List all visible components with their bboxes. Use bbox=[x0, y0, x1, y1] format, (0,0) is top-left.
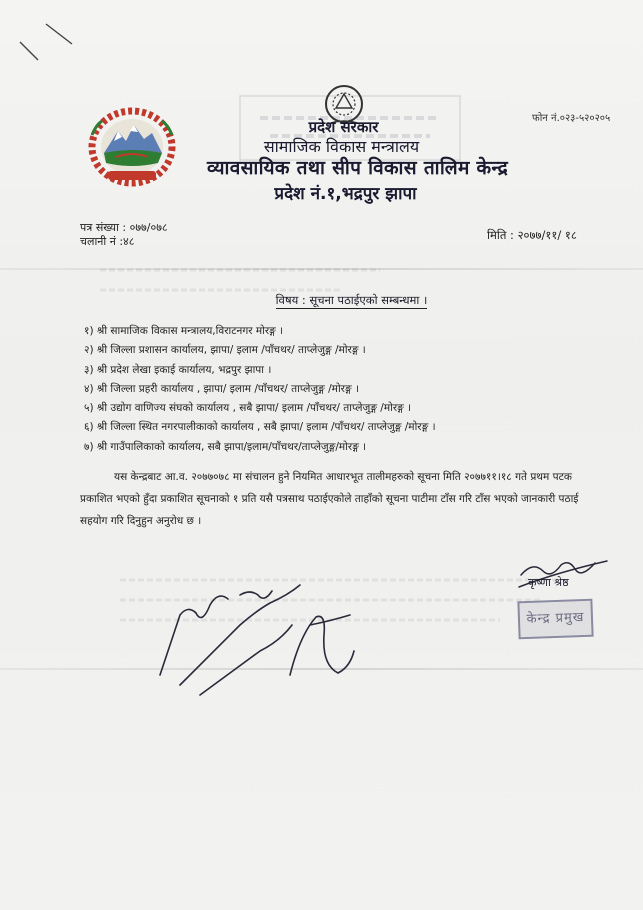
recipient-item: ७) श्री गाउँपालिकाको कार्यालय, सबै झापा/इलाम/पाँचथर/ताप्लेजुङ्ग/मोरङ्ग । bbox=[84, 440, 367, 453]
dispatch-number: चलानी नं :४८ bbox=[80, 235, 135, 248]
header-government: प्रदेश सरकार bbox=[308, 118, 379, 136]
officer-name: कृष्णा श्रेष्ठ bbox=[528, 576, 569, 589]
header-ministry: सामाजिक विकास मन्त्रालय bbox=[263, 137, 420, 156]
handwritten-note-icon bbox=[140, 555, 400, 715]
recipient-item: १) श्री सामाजिक विकास मन्त्रालय,विराटनगर मोरङ्ग । bbox=[84, 325, 284, 337]
recipient-item: ४) श्री जिल्ला प्रहरी कार्यालय , झापा/ इलाम /पाँचथर/ ताप्लेजुङ्ग /मोरङ्ग । bbox=[84, 382, 359, 395]
officer-designation-stamp: केन्द्र प्रमुख bbox=[517, 599, 593, 640]
recipient-list bbox=[84, 322, 436, 457]
recipient-item: २) श्री जिल्ला प्रशासन कार्यालय, झापा/ इलाम /पाँचथर/ ताप्लेजुङ्ग /मोरङ्ग । bbox=[84, 344, 366, 357]
pen-mark-icon bbox=[18, 22, 78, 62]
letter-body: यस केन्द्रबाट आ.व. २०७७०७८ मा संचालन हुने नियमित आधारभूत तालीमहरुको सूचना मिति २०७७११।१८ गते प्रथम पटक प्रकाशित भएको हुँदा प्रकाशित सूचनाको १ प्रति यसै पत्रसाथ पठाईएकोले ताहाँको सूचना पाटीमा टाँस गरि टाँस भएको जानकारी पठाई सहयोग गरि दिनुहुन अनुरोध छ । bbox=[80, 471, 579, 527]
header-address: प्रदेश नं.१,भद्रपुर झापा bbox=[274, 184, 417, 204]
subject-line bbox=[0, 293, 643, 308]
recipient-item: ३) श्री प्रदेश लेखा इकाई कार्यालय, भद्रपुर झापा । bbox=[84, 363, 272, 376]
subject-text: विषय : सूचना पठाईएको सम्बन्धमा । bbox=[275, 293, 428, 307]
recipient-item: ५) श्री उद्योग वाणिज्य संघको कार्यालय , सबै झापा/ इलाम /पाँचथर/ ताप्लेजुङ्ग /मोरङ्ग । bbox=[84, 402, 412, 415]
reference-number: पत्र संख्या : ०७७/०७८ bbox=[80, 221, 168, 234]
phone-number: फोन नं.०२३-५२०२०५ bbox=[532, 113, 611, 124]
header-office-name: व्यावसायिक तथा सीप विकास तालिम केन्द्र bbox=[206, 157, 509, 179]
letter-date: मिति : २०७७/११/ १८ bbox=[487, 228, 577, 242]
recipient-item: ६) श्री जिल्ला स्थित नगरपालीकाको कार्यालय , सबै झापा/ इलाम /पाँचथर/ ताप्लेजुङ्ग /मोरङ्ग । bbox=[84, 421, 436, 434]
